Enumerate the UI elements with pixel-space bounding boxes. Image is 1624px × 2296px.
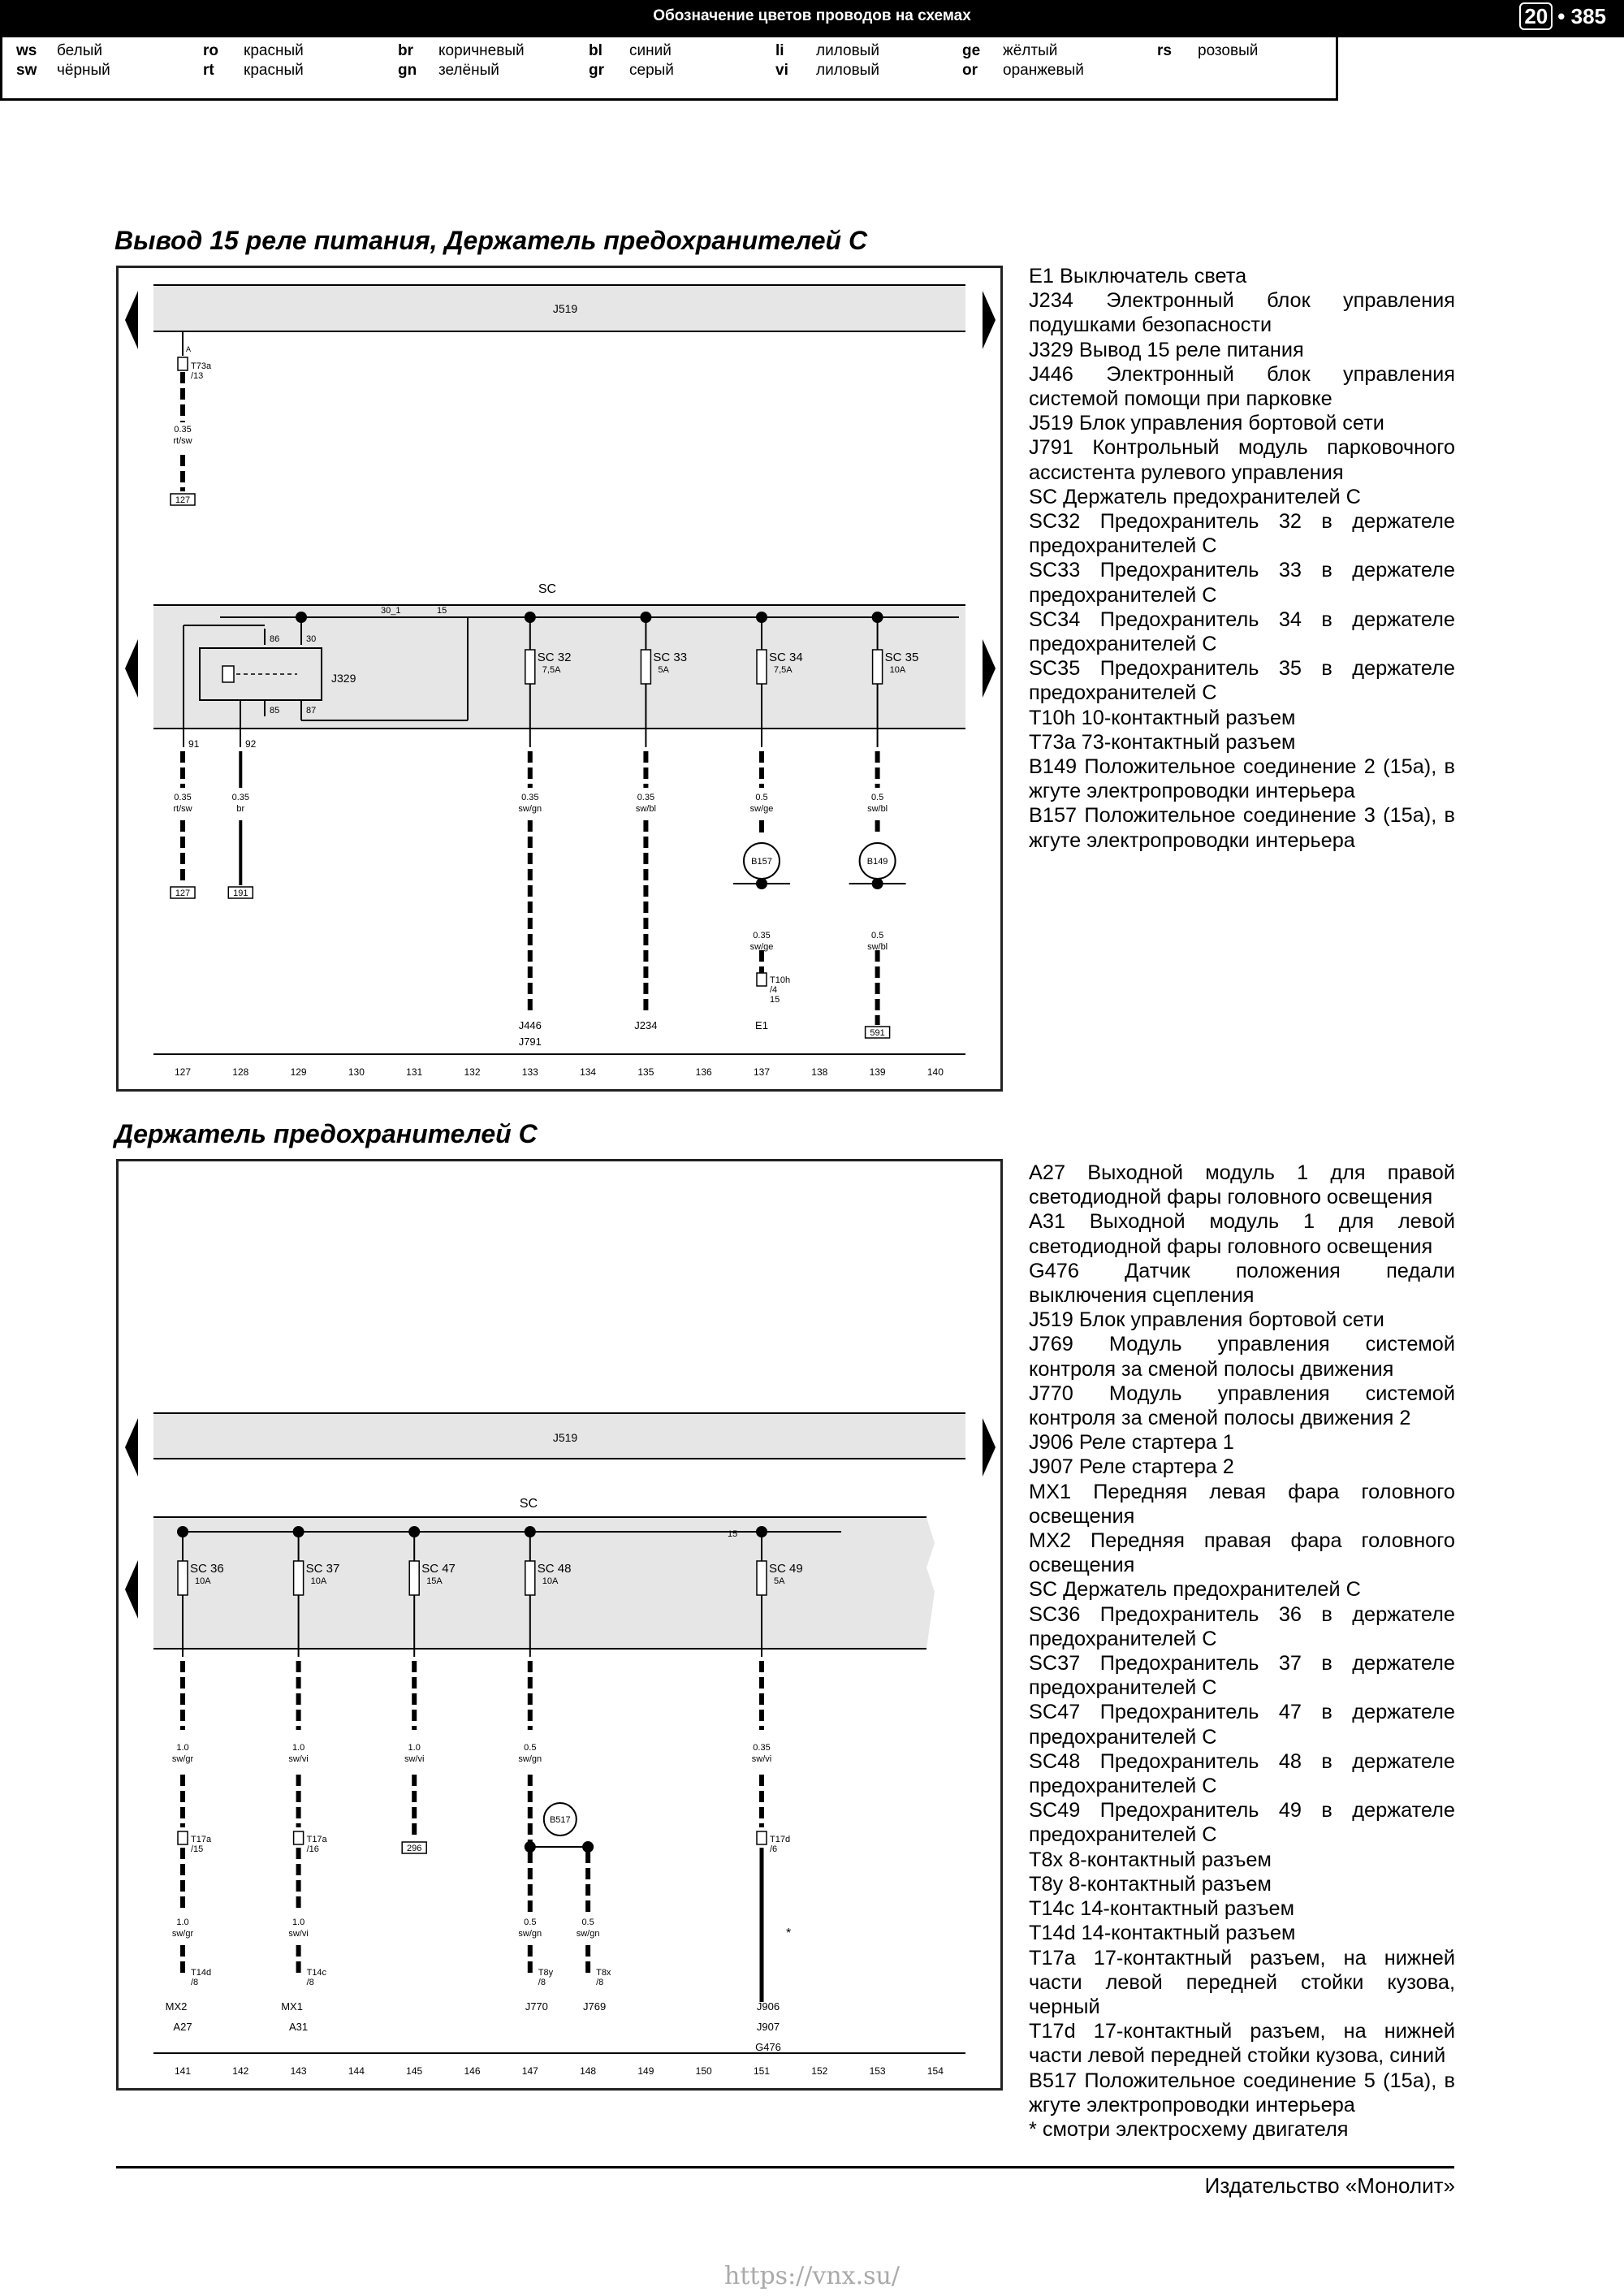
legend-item: SC Держатель предохранителей С (1029, 485, 1361, 508)
continue-left-arrow (125, 1560, 138, 1619)
legend-item: B149 Положительное соединение 2 (15a), в жгуте электропроводки интерьера (1029, 755, 1455, 803)
junction-dot (756, 878, 767, 889)
footnote-star: * (786, 1926, 792, 1940)
grid-number: 146 (464, 2065, 481, 2077)
connector-symbol (178, 357, 188, 370)
legend-item: SC48 Предохранитель 48 в держателе предохранителей С (1029, 1749, 1455, 1798)
color-code-gr (589, 62, 674, 80)
color-code-name: лиловый (816, 42, 879, 59)
grid-number: 143 (290, 2065, 307, 2077)
connector-symbol (294, 1831, 304, 1844)
footer-url[interactable]: https://vnx.su/ (724, 2262, 900, 2290)
connector-symbol (757, 1831, 767, 1844)
legend-item: SC49 Предохранитель 49 в держателе предохранителей С (1029, 1799, 1455, 1847)
legend-item: J769 Модуль управления системой контроля за сменой полосы движения (1029, 1333, 1455, 1381)
wire-section: 1.0 (176, 1918, 189, 1927)
wire-color: sw/ge (749, 942, 774, 952)
wire-color: sw/gr (171, 1929, 194, 1939)
connector-label: T14d (191, 1968, 212, 1978)
fuse-amperage: 10A (195, 1576, 211, 1586)
grid-number: 131 (406, 1066, 423, 1078)
ref-box-label: 296 (407, 1844, 422, 1853)
grid-number: 142 (232, 2065, 249, 2077)
legend-item: T8y 8-контактный разъем (1029, 1872, 1272, 1896)
connector-pin: /8 (306, 1978, 314, 1987)
color-code-sw (16, 62, 110, 80)
ref-box-label: 127 (175, 495, 191, 505)
fuse-symbol (294, 1561, 304, 1595)
fuse-amperage: 5A (774, 1576, 785, 1586)
page-bullet: • (1557, 4, 1566, 28)
connector-symbol (178, 1831, 188, 1844)
fuse-amperage: 15A (426, 1576, 443, 1586)
fuse-amperage: 5A (658, 665, 669, 675)
color-code-bl (589, 42, 672, 60)
legend-item: SC35 Предохранитель 35 в держателе предохранителей С (1029, 657, 1455, 705)
page-number (1519, 4, 1606, 29)
ref-box-label: 127 (175, 889, 191, 898)
wire-color: sw/gn (518, 804, 542, 814)
section2-diagram-svg (119, 1161, 1005, 2093)
connector-pin: /13 (191, 371, 204, 381)
connector-label: T8x (596, 1968, 611, 1978)
wire-section: 1.0 (292, 1743, 305, 1753)
color-code-abbr: li (775, 42, 784, 59)
legend-item: SC32 Предохранитель 32 в держателе предохранителей С (1029, 510, 1455, 558)
connector-symbol (757, 973, 767, 986)
section1-legend (1029, 264, 1455, 853)
fuse-label: SC 36 (190, 1562, 224, 1576)
connector-label: T17a (306, 1835, 327, 1844)
section1-title: Вывод 15 реле питания, Держатель предохранителей С (114, 226, 868, 255)
legend-item: MX1 Передняя левая фара головного освещения (1029, 1480, 1455, 1528)
fuse-amperage: 7,5A (774, 665, 793, 675)
wire-section: 0.5 (755, 793, 768, 802)
footer-divider (116, 2166, 1454, 2168)
legend-item: J234 Электронный блок управления подушками безопасности (1029, 289, 1455, 337)
grid-number: 132 (464, 1066, 481, 1078)
wire-section: 0.5 (870, 931, 884, 940)
color-code-name: лиловый (816, 62, 879, 79)
legend-item: J791 Контрольный модуль парковочного ассистента рулевого управления (1029, 436, 1455, 484)
section1-diagram-svg (119, 268, 1005, 1094)
grid-number: 151 (753, 2065, 771, 2077)
fuse-symbol (525, 650, 535, 684)
wire-section: 0.35 (174, 793, 192, 802)
component-label: J770 (525, 2000, 548, 2013)
grid-number: 136 (695, 1066, 712, 1078)
unit-label: SC (538, 582, 557, 596)
section2-title: Держатель предохранителей С (114, 1119, 538, 1148)
grid-number: 134 (580, 1066, 597, 1078)
color-code-abbr: vi (775, 62, 788, 79)
section2-wiring-diagram (116, 1159, 1003, 2091)
component-label: A27 (173, 2021, 192, 2033)
wire-color: sw/bl (635, 804, 656, 814)
grid-number: 148 (580, 2065, 597, 2077)
continue-right-arrow (983, 1418, 996, 1477)
fuse-amperage: 10A (889, 665, 906, 675)
legend-item: B517 Положительное соединение 5 (15a), в жгуте электропроводки интерьера (1029, 2069, 1455, 2117)
grid-number: 133 (521, 1066, 538, 1078)
wire-color: rt/sw (173, 804, 192, 814)
component-label: MX2 (165, 2000, 188, 2013)
wire-color: br (236, 804, 245, 814)
wire-section: 1.0 (176, 1743, 189, 1753)
fuse-symbol (757, 650, 767, 684)
wire-section: 0.35 (753, 1743, 771, 1753)
connector-pin: 15 (770, 995, 780, 1005)
connector-pin: /15 (191, 1844, 204, 1854)
grid-number: 144 (348, 2065, 365, 2077)
unit-label: J519 (552, 1431, 578, 1444)
rail-label: 15 (728, 1529, 738, 1539)
grid-number: 153 (869, 2065, 886, 2077)
grid-number: 130 (348, 1066, 365, 1078)
component-label: MX1 (281, 2000, 303, 2013)
fuse-amperage: 10A (542, 1576, 559, 1586)
component-label: J907 (756, 2021, 780, 2033)
relay-pin: 86 (270, 634, 280, 644)
connector-pin: /8 (596, 1978, 604, 1987)
pin-label: 91 (188, 738, 200, 750)
legend-item: SC33 Предохранитель 33 в держателе предохранителей С (1029, 559, 1455, 607)
connector-pin: /6 (770, 1844, 778, 1854)
legend-item: T10h 10-контактный разъем (1029, 706, 1296, 729)
wire-color: sw/vi (288, 1754, 309, 1764)
grid-number: 127 (174, 1066, 192, 1078)
color-code-name: жёлтый (1003, 42, 1058, 59)
component-label: A31 (289, 2021, 309, 2033)
legend-item: G476 Датчик положения педали выключения сцепления (1029, 1259, 1455, 1308)
continue-right-arrow (983, 291, 996, 349)
legend-item: SC Держатель предохранителей С (1029, 1578, 1361, 1602)
component-label: J446 (518, 1019, 542, 1031)
wire-color: sw/gn (576, 1929, 600, 1939)
legend-item: * смотри электросхему двигателя (1029, 2117, 1349, 2141)
header-bar (0, 0, 1624, 37)
color-code-name: красный (244, 42, 304, 59)
fuse-label: SC 49 (769, 1562, 803, 1576)
grid-number: 149 (637, 2065, 654, 2077)
color-code-name: серый (629, 62, 674, 79)
color-code-ge (962, 42, 1057, 60)
wire-section: 0.5 (524, 1743, 537, 1753)
connector-label: T10h (770, 975, 791, 985)
color-code-or (962, 62, 1084, 80)
fuse-amperage: 7,5A (542, 665, 561, 675)
wire-section: 0.35 (174, 425, 192, 435)
legend-item: MX2 Передняя правая фара головного освещения (1029, 1529, 1455, 1577)
wire-color: rt/sw (173, 436, 192, 446)
splice-node-label: B149 (866, 857, 888, 867)
wire-color: sw/gn (518, 1929, 542, 1939)
color-code-name: чёрный (57, 62, 110, 79)
grid-number: 152 (811, 2065, 828, 2077)
connector-pin: /4 (770, 985, 778, 995)
connector-pin: /8 (538, 1978, 546, 1987)
grid-number: 137 (753, 1066, 771, 1078)
connector-label: T17d (770, 1835, 791, 1844)
ref-box-label: 591 (870, 1028, 885, 1038)
legend-item: SC47 Предохранитель 47 в держателе предохранителей С (1029, 1701, 1455, 1749)
grid-number: 150 (695, 2065, 712, 2077)
legend-item: J770 Модуль управления системой контроля за сменой полосы движения 2 (1029, 1381, 1455, 1430)
grid-number: 129 (290, 1066, 307, 1078)
wire-section: 0.35 (521, 793, 539, 802)
color-code-rt (203, 62, 304, 80)
color-code-abbr: rt (203, 62, 214, 79)
connector-label: T14c (306, 1968, 327, 1978)
unit-label: SC (519, 1497, 538, 1511)
legend-item: E1 Выключатель света (1029, 265, 1247, 288)
chapter-number: 20 (1519, 2, 1553, 30)
legend-item: SC36 Предохранитель 36 в держателе предохранителей С (1029, 1602, 1455, 1650)
color-code-name: коричневый (438, 42, 525, 59)
pin-label: 92 (245, 738, 257, 750)
connector-label: T8y (538, 1968, 554, 1978)
legend-item: T17d 17-контактный разъем, на нижней части левой передней стойки кузова, синий (1029, 2020, 1455, 2068)
relay-label: J329 (331, 672, 356, 685)
wire-section: 0.5 (581, 1918, 594, 1927)
fuse-label: SC 35 (884, 651, 919, 664)
color-code-abbr: ws (16, 42, 37, 59)
wire-color: sw/gr (171, 1754, 194, 1764)
splice-node-label: B157 (751, 857, 772, 867)
component-label: G476 (755, 2041, 781, 2053)
legend-item: T14c 14-контактный разъем (1029, 1897, 1295, 1921)
grid-number: 128 (232, 1066, 249, 1078)
component-label: J906 (756, 2000, 780, 2013)
legend-item: T17a 17-контактный разъем, на нижней части левой передней стойки кузова, черный (1029, 1946, 1455, 2018)
color-code-name: зелёный (438, 62, 499, 79)
color-code-name: оранжевый (1003, 62, 1084, 79)
color-code-ro (203, 42, 304, 60)
color-code-gn (398, 62, 499, 80)
grid-number: 147 (521, 2065, 538, 2077)
legend-item: J907 Реле стартера 2 (1029, 1455, 1234, 1479)
component-label: J234 (634, 1019, 658, 1031)
component-label: E1 (755, 1019, 768, 1031)
grid-number: 140 (926, 1066, 944, 1078)
splice-node-label: B517 (549, 1815, 571, 1825)
color-code-abbr: bl (589, 42, 603, 59)
continue-left-arrow (125, 291, 138, 349)
connector-marker: A (186, 345, 192, 353)
ref-box-label: 191 (233, 889, 248, 898)
fuse-symbol (525, 1561, 535, 1595)
color-code-abbr: ge (962, 42, 981, 59)
color-code-abbr: gr (589, 62, 604, 79)
fuse-label: SC 34 (769, 651, 803, 664)
legend-item: J519 Блок управления бортовой сети (1029, 1308, 1384, 1332)
section2-legend (1029, 1161, 1455, 2142)
wire-section: 1.0 (408, 1743, 421, 1753)
grid-number: 139 (869, 1066, 886, 1078)
fuse-label: SC 32 (537, 651, 572, 664)
color-code-name: синий (629, 42, 672, 59)
color-code-li (775, 42, 879, 60)
fuse-label: SC 33 (653, 651, 688, 664)
unit-label: J519 (552, 302, 578, 315)
connector-label: T73a (191, 361, 212, 371)
legend-item: B157 Положительное соединение 3 (15a), в жгуте электропроводки интерьера (1029, 804, 1455, 852)
relay-pin: 85 (270, 706, 280, 716)
legend-item: T73a 73-контактный разъем (1029, 730, 1296, 754)
fuse-label: SC 48 (537, 1562, 572, 1576)
color-code-abbr: sw (16, 62, 37, 79)
legend-item: J519 Блок управления бортовой сети (1029, 412, 1384, 435)
relay-pin: 87 (306, 706, 317, 716)
legend-item: J329 Вывод 15 реле питания (1029, 338, 1304, 361)
legend-item: SC37 Предохранитель 37 в держателе предохранителей С (1029, 1652, 1455, 1700)
continue-left-arrow (125, 1418, 138, 1477)
connector-pin: /8 (191, 1978, 199, 1987)
page-number-value: 385 (1570, 4, 1606, 28)
wire-color: sw/vi (751, 1754, 772, 1764)
wire-color: sw/bl (867, 942, 888, 952)
junction-dot (872, 878, 883, 889)
grid-number: 141 (174, 2065, 192, 2077)
wire-section: 0.5 (870, 793, 884, 802)
legend-item: T14d 14-контактный разъем (1029, 1922, 1296, 1945)
color-code-ws (16, 42, 102, 60)
wire-color-legend-header (0, 0, 1606, 101)
grid-number: 135 (637, 1066, 654, 1078)
color-code-abbr: gn (398, 62, 417, 79)
fuse-label: SC 47 (421, 1562, 456, 1576)
fuse-symbol (178, 1561, 188, 1595)
fuse-label: SC 37 (305, 1562, 340, 1576)
color-code-abbr: br (398, 42, 413, 59)
wire-section: 0.35 (753, 931, 771, 940)
wire-color: sw/gn (518, 1754, 542, 1764)
wire-color: sw/ge (749, 804, 774, 814)
connector-pin: /16 (306, 1844, 319, 1854)
legend-item: A27 Выходной модуль 1 для правой светодиодной фары головного освещения (1029, 1161, 1455, 1209)
grid-number: 145 (406, 2065, 423, 2077)
fuse-amperage: 10A (310, 1576, 327, 1586)
relay-coil (222, 666, 234, 682)
color-code-name: красный (244, 62, 304, 79)
continue-right-arrow (983, 639, 996, 698)
relay-pin: 30 (306, 634, 317, 644)
rail-label: 15 (437, 606, 447, 616)
legend-item: SC34 Предохранитель 34 в держателе предохранителей С (1029, 608, 1455, 656)
grid-number: 138 (811, 1066, 828, 1078)
wire-color: sw/vi (404, 1754, 425, 1764)
legend-item: T8x 8-контактный разъем (1029, 1848, 1272, 1871)
legend-item: J446 Электронный блок управления системой помощи при парковке (1029, 362, 1455, 411)
fuse-symbol (873, 650, 883, 684)
rail-label: 30_1 (381, 606, 401, 616)
fuse-symbol (757, 1561, 767, 1595)
wire-color: sw/bl (867, 804, 888, 814)
wire-section: 1.0 (292, 1918, 305, 1927)
wire-section: 0.35 (231, 793, 250, 802)
color-code-abbr: or (962, 62, 978, 79)
wire-section: 0.35 (637, 793, 655, 802)
component-label: J791 (518, 1036, 542, 1048)
color-code-br (398, 42, 525, 60)
wire-section: 0.5 (524, 1918, 537, 1927)
publisher: Издательство «Монолит» (1204, 2173, 1455, 2198)
fuse-symbol (409, 1561, 419, 1595)
fuse-symbol (641, 650, 650, 684)
section1-wiring-diagram (116, 266, 1003, 1092)
color-code-abbr: rs (1157, 42, 1172, 59)
wire-color: sw/vi (288, 1929, 309, 1939)
connector-label: T17a (191, 1835, 212, 1844)
color-code-rs (1157, 42, 1258, 60)
legend-item: A31 Выходной модуль 1 для левой светодиодной фары головного освещения (1029, 1210, 1455, 1258)
color-code-abbr: ro (203, 42, 218, 59)
header-title: Обозначение цветов проводов на схемах (653, 7, 971, 24)
color-code-name: розовый (1198, 42, 1259, 59)
component-label: J769 (582, 2000, 607, 2013)
continue-left-arrow (125, 639, 138, 698)
color-code-name: белый (57, 42, 102, 59)
grid-number: 154 (926, 2065, 944, 2077)
color-code-vi (775, 62, 879, 80)
legend-item: J906 Реле стартера 1 (1029, 1431, 1234, 1455)
